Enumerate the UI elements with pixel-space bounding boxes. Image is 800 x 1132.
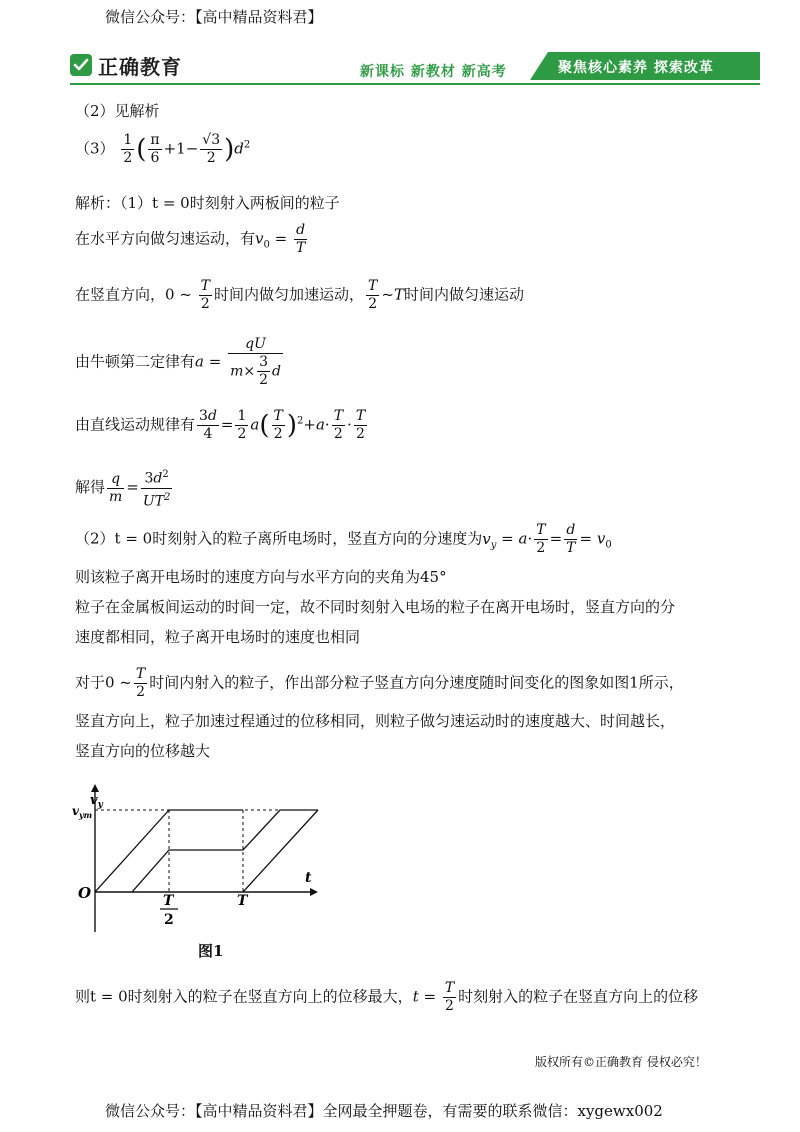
watermark-top: 微信公众号：【高中精品资料君】: [105, 8, 323, 26]
velocity-time-graph: [70, 782, 330, 932]
vertical-motion: 在竖直方向，0 ~ $\frac{T}{2}$ 时间内做匀加速运动， $\frac{T}{2}$ ~T时间内做匀速运动: [75, 278, 524, 312]
analysis-intro: 解析：（1）t = 0时刻射入两板间的粒子: [75, 194, 340, 212]
vertical-text-a: 在竖直方向，: [75, 285, 166, 304]
kinematics-law: 由直线运动规律有 $\frac{3d}{4}$ = $\frac{1}{2}$ a( $\frac{T}{2}$ )$^2$+a· $\frac{T}{2}$ · $\frac{T}{2}$: [75, 408, 366, 442]
vertical-text-b: 时间内做匀加速运动，: [214, 285, 365, 304]
paragraph-1-line-1: 粒子在金属板间运动的时间一定，故不同时刻射入电场的粒子在离开电场时，竖直方向的分: [75, 598, 676, 616]
answer-2: （2）见解析: [75, 102, 160, 120]
y-axis-label: $v_y$: [90, 793, 103, 810]
horizontal-motion: 在水平方向做匀速运动，有$v_0$ = $\frac{d}{T}$: [75, 222, 306, 256]
part2-velocity: （2）t = 0时刻射入的粒子离所电场时，竖直方向的分速度为$v_y = a\cdot$ $\frac{T}{2}$ = $\frac{d}{T}$ = $v_0$: [75, 522, 612, 556]
page-header: [70, 52, 760, 88]
para2-text-a: 对于0 ~: [75, 673, 132, 692]
y-axis-arrow: [91, 784, 99, 792]
brand-logo-text: 正确教育: [98, 55, 182, 79]
newton-text: 由牛顿第二定律有: [75, 352, 196, 371]
paragraph-2-line-3: 竖直方向的位移越大: [75, 742, 211, 760]
solve-text: 解得: [75, 478, 106, 497]
figure-caption: 图1: [198, 942, 224, 960]
tick-half-numerator: T: [163, 893, 174, 909]
paragraph-2-line-1: 对于0 ~ $\frac{T}{2}$ 时间内射入的粒子，作出部分粒子竖直方向分速度随时间变化的图象如图1所示，: [75, 666, 684, 700]
answer-3: （3） $\frac{1}{2}$ ( $\frac{\pi}{6}$ +1− $\frac{√3}{2}$ )$d^2$: [75, 132, 251, 166]
checkmark-icon: [70, 54, 92, 76]
x-axis-arrow: [310, 888, 318, 896]
last-text-a: 则t = 0时刻射入的粒子在竖直方向上的位移最大，: [75, 987, 413, 1006]
x-axis-label: t: [305, 870, 312, 886]
newton-law: 由牛顿第二定律有a = qU m× $\frac{3}{2}$ d: [75, 336, 281, 388]
horizontal-text: 在水平方向做匀速运动，有: [75, 229, 256, 248]
slogan-left: 新课标 新教材 新高考: [360, 64, 507, 80]
vertical-text-c: 时间内做匀速运动: [403, 285, 524, 304]
watermark-bottom: 微信公众号：【高中精品资料君】全网最全押题卷，有需要的联系微信：xygewx002: [105, 1102, 663, 1120]
slogan-right: 聚焦核心素养 探索改革: [558, 60, 714, 76]
last-line: 则t = 0时刻射入的粒子在竖直方向上的位移最大，t = $\frac{T}{2}$ 时刻射入的粒子在竖直方向上的位移: [75, 980, 699, 1014]
curve-mid: [132, 810, 318, 892]
header-divider: [70, 83, 760, 85]
tick-period-label: T: [237, 893, 248, 909]
answer-3-label: （3）: [75, 139, 115, 158]
kinematics-text: 由直线运动规律有: [75, 415, 196, 434]
part2-text: （2）t = 0时刻射入的粒子离所电场时，竖直方向的分速度为: [75, 529, 483, 548]
paragraph-1-line-2: 速度都相同，粒子离开电场时的速度也相同: [75, 628, 361, 646]
para2-text-b: 时间内射入的粒子，作出部分粒子竖直方向分速度随时间变化的图象如图1所示，: [149, 673, 684, 692]
origin-label: O: [78, 884, 92, 902]
tick-half-denominator: 2: [164, 912, 174, 928]
copyright-notice: 版权所有©正确教育 侵权必究！: [535, 1055, 707, 1069]
vym-label: $v_{ym}$: [72, 804, 93, 820]
last-text-b: 时刻射入的粒子在竖直方向上的位移: [458, 987, 699, 1006]
solution: 解得 $\frac{q}{m}$ = $\frac{3d^2}{UT^2}$: [75, 466, 174, 510]
paragraph-2-line-2: 竖直方向上，粒子加速过程通过的位移相同，则粒子做匀速运动时的速度越大、时间越长，: [75, 712, 676, 730]
exit-angle: 则该粒子离开电场时的速度方向与水平方向的夹角为45°: [75, 568, 447, 586]
formula-fraction: $\frac{1}{2}$: [123, 132, 133, 166]
